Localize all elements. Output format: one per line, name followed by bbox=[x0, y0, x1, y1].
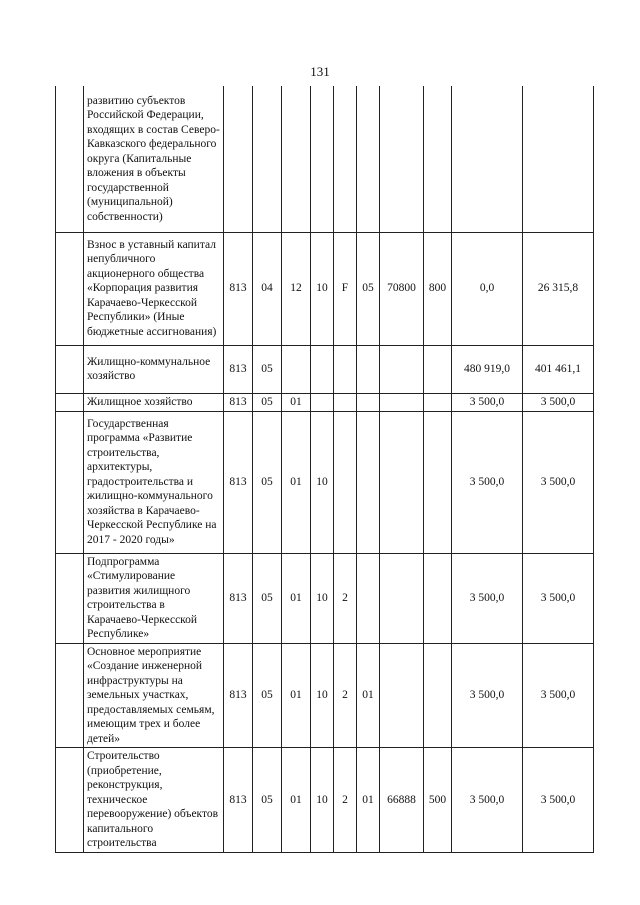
direction-code-cell bbox=[380, 553, 424, 643]
section-code-cell: 04 bbox=[253, 232, 282, 345]
row-number-cell bbox=[56, 86, 84, 232]
amount-year1-cell: 3 500,0 bbox=[452, 411, 523, 553]
direction-code-cell: 70800 bbox=[380, 232, 424, 345]
page-number: 131 bbox=[310, 64, 330, 79]
ministry-code-cell: 813 bbox=[224, 643, 253, 748]
expense-type-cell bbox=[424, 345, 452, 393]
amount-year2-cell: 3 500,0 bbox=[523, 553, 594, 643]
activity-code-cell bbox=[357, 345, 380, 393]
program-code-cell bbox=[311, 393, 334, 411]
item-name-cell: Подпрограмма «Стимулирование развития жилищного строительства в Карачаево-Черкесской Республике» bbox=[84, 553, 224, 643]
row-number-cell bbox=[56, 411, 84, 553]
subsection-code-cell: 01 bbox=[282, 411, 311, 553]
section-code-cell: 05 bbox=[253, 553, 282, 643]
expense-type-cell bbox=[424, 411, 452, 553]
table-row bbox=[56, 553, 594, 643]
direction-code-cell bbox=[380, 393, 424, 411]
item-name-cell: Государственная программа «Развитие строительства, архитектуры, градостроительства и жилищно-коммунального хозяйства в Карачаево-Черкесской Республике на 2017 - 2020 годы» bbox=[84, 411, 224, 553]
activity-code-cell: 01 bbox=[357, 748, 380, 853]
ministry-code-cell: 813 bbox=[224, 232, 253, 345]
activity-code-cell: 05 bbox=[357, 232, 380, 345]
section-code-cell: 05 bbox=[253, 411, 282, 553]
row-number-cell bbox=[56, 393, 84, 411]
activity-code-cell: 01 bbox=[357, 643, 380, 748]
item-name-cell: Строительство (приобретение, реконструкция, техническое перевооружение) объектов капитального строительства bbox=[84, 748, 224, 853]
amount-year1-cell: 480 919,0 bbox=[452, 345, 523, 393]
direction-code-cell bbox=[380, 411, 424, 553]
subsection-code-cell: 12 bbox=[282, 232, 311, 345]
ministry-code-cell: 813 bbox=[224, 345, 253, 393]
amount-year2-cell: 3 500,0 bbox=[523, 411, 594, 553]
program-code-cell: 10 bbox=[311, 643, 334, 748]
amount-year1-cell: 0,0 bbox=[452, 232, 523, 345]
amount-year1-cell bbox=[452, 86, 523, 232]
activity-code-cell bbox=[357, 553, 380, 643]
ministry-code-cell: 813 bbox=[224, 748, 253, 853]
subsection-code-cell bbox=[282, 86, 311, 232]
amount-year1-cell: 3 500,0 bbox=[452, 553, 523, 643]
direction-code-cell bbox=[380, 345, 424, 393]
subprogram-code-cell: 2 bbox=[334, 748, 357, 853]
subprogram-code-cell bbox=[334, 393, 357, 411]
program-code-cell bbox=[311, 345, 334, 393]
ministry-code-cell: 813 bbox=[224, 553, 253, 643]
ministry-code-cell bbox=[224, 86, 253, 232]
subprogram-code-cell: 2 bbox=[334, 643, 357, 748]
budget-table bbox=[55, 86, 594, 853]
section-code-cell: 05 bbox=[253, 643, 282, 748]
table-row bbox=[56, 411, 594, 553]
table-row bbox=[56, 643, 594, 748]
activity-code-cell bbox=[357, 411, 380, 553]
activity-code-cell bbox=[357, 393, 380, 411]
subsection-code-cell: 01 bbox=[282, 748, 311, 853]
row-number-cell bbox=[56, 345, 84, 393]
table-row bbox=[56, 748, 594, 853]
subprogram-code-cell bbox=[334, 345, 357, 393]
table-row bbox=[56, 232, 594, 345]
expense-type-cell bbox=[424, 86, 452, 232]
direction-code-cell bbox=[380, 643, 424, 748]
item-name-cell: Жилищное хозяйство bbox=[84, 393, 224, 411]
subsection-code-cell: 01 bbox=[282, 643, 311, 748]
amount-year1-cell: 3 500,0 bbox=[452, 748, 523, 853]
program-code-cell: 10 bbox=[311, 748, 334, 853]
row-number-cell bbox=[56, 553, 84, 643]
amount-year1-cell: 3 500,0 bbox=[452, 643, 523, 748]
expense-type-cell bbox=[424, 393, 452, 411]
amount-year2-cell: 3 500,0 bbox=[523, 748, 594, 853]
subprogram-code-cell bbox=[334, 411, 357, 553]
amount-year1-cell: 3 500,0 bbox=[452, 393, 523, 411]
item-name-cell: Основное мероприятие «Создание инженерной инфраструктуры на земельных участках, предоставляемых семьям, имеющим трех и более детей» bbox=[84, 643, 224, 748]
row-number-cell bbox=[56, 643, 84, 748]
amount-year2-cell bbox=[523, 86, 594, 232]
table-row bbox=[56, 393, 594, 411]
subprogram-code-cell: F bbox=[334, 232, 357, 345]
program-code-cell: 10 bbox=[311, 411, 334, 553]
row-number-cell bbox=[56, 232, 84, 345]
amount-year2-cell: 3 500,0 bbox=[523, 643, 594, 748]
section-code-cell bbox=[253, 86, 282, 232]
subsection-code-cell bbox=[282, 345, 311, 393]
subsection-code-cell: 01 bbox=[282, 393, 311, 411]
table-row bbox=[56, 86, 594, 232]
expense-type-cell: 500 bbox=[424, 748, 452, 853]
amount-year2-cell: 26 315,8 bbox=[523, 232, 594, 345]
direction-code-cell bbox=[380, 86, 424, 232]
amount-year2-cell: 3 500,0 bbox=[523, 393, 594, 411]
activity-code-cell bbox=[357, 86, 380, 232]
subsection-code-cell: 01 bbox=[282, 553, 311, 643]
section-code-cell: 05 bbox=[253, 393, 282, 411]
section-code-cell: 05 bbox=[253, 345, 282, 393]
ministry-code-cell: 813 bbox=[224, 393, 253, 411]
row-number-cell bbox=[56, 748, 84, 853]
item-name-cell: развитию субъектов Российской Федерации, входящих в состав Северо-Кавказского федерального округа (Капитальные вложения в объекты государственной (муниципальной) собственности) bbox=[84, 86, 224, 232]
expense-type-cell bbox=[424, 553, 452, 643]
direction-code-cell: 66888 bbox=[380, 748, 424, 853]
item-name-cell: Жилищно-коммунальное хозяйство bbox=[84, 345, 224, 393]
subprogram-code-cell: 2 bbox=[334, 553, 357, 643]
ministry-code-cell: 813 bbox=[224, 411, 253, 553]
section-code-cell: 05 bbox=[253, 748, 282, 853]
program-code-cell bbox=[311, 86, 334, 232]
table-row bbox=[56, 345, 594, 393]
subprogram-code-cell bbox=[334, 86, 357, 232]
program-code-cell: 10 bbox=[311, 232, 334, 345]
program-code-cell: 10 bbox=[311, 553, 334, 643]
item-name-cell: Взнос в уставный капитал непубличного акционерного общества «Корпорация развития Карачаево-Черкесской Республики» (Иные бюджетные ассигнования) bbox=[84, 232, 224, 345]
expense-type-cell: 800 bbox=[424, 232, 452, 345]
expense-type-cell bbox=[424, 643, 452, 748]
amount-year2-cell: 401 461,1 bbox=[523, 345, 594, 393]
